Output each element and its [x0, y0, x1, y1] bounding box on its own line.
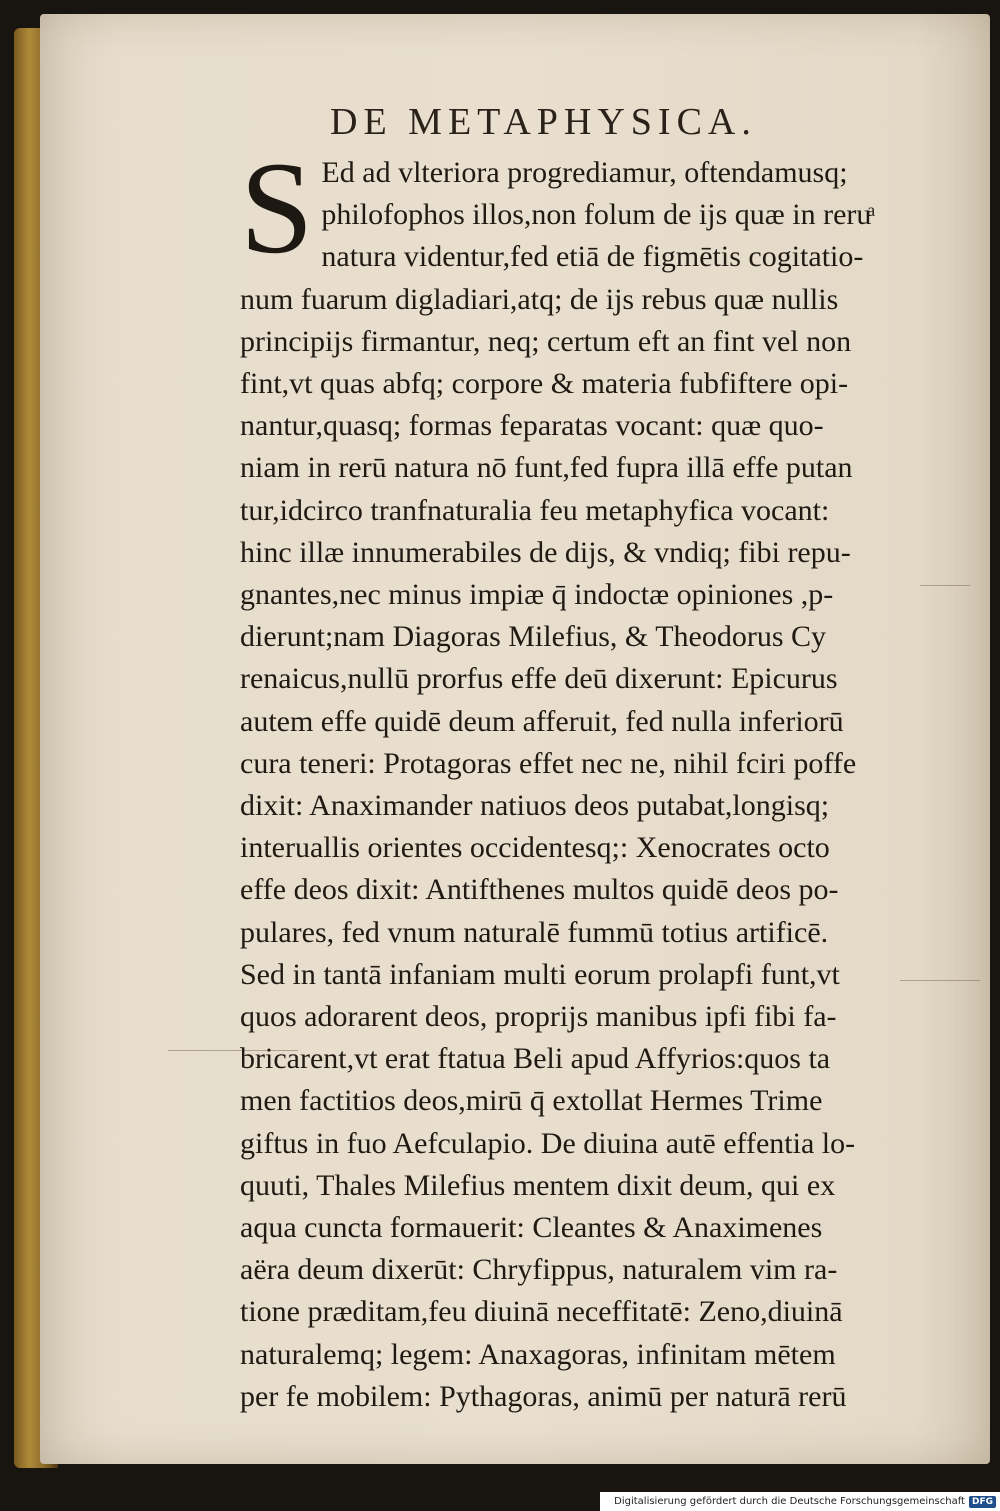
text-line: Ed ad vlteriora progrediamur, oftendamusq;	[321, 156, 848, 189]
text-line: dierunt;nam Diagoras Milefius, & Theodorus Cy	[240, 620, 827, 654]
text-line: bricarent,vt erat ftatua Beli apud Affyrios:quos ta	[240, 1042, 831, 1076]
text-block	[240, 134, 980, 1418]
text-line: nantur,quasq; formas feparatas vocant: quæ quo-	[240, 409, 824, 443]
text-line: giftus in fuo Aefculapio. De diuina autē effentia lo-	[240, 1126, 856, 1160]
text-line: renaicus,nullū prorfus effe deū dixerunt: Epicurus	[240, 662, 838, 696]
text-line: per fe mobilem: Pythagoras, animū per naturā rerū	[240, 1379, 847, 1413]
text-line: tione præditam,feu diuinā neceffitatē: Zeno,diuinā	[240, 1295, 843, 1329]
drop-cap: S	[240, 134, 314, 281]
dfg-logo: DFG	[969, 1496, 996, 1508]
footer-bar	[600, 1492, 1000, 1511]
text-line: cura teneri: Protagoras effet nec ne, nihil fciri poffe	[240, 746, 857, 780]
text-line: Sed in tantā infaniam multi eorum prolapfi funt,vt	[240, 957, 840, 991]
text-line: aëra deum dixerūt: Chryfippus, naturalem vim ra-	[240, 1253, 838, 1287]
text-line: niam in rerū natura nō funt,fed fupra illā effe putan	[240, 451, 853, 485]
text-line: quuti, Thales Milefius mentem dixit deum, qui ex	[240, 1168, 836, 1202]
footer-text: Digitalisierung gefördert durch die Deutsche Forschungsgemeinschaft	[614, 1496, 965, 1507]
text-line: gnantes,nec minus impiæ q̄ indoctæ opiniones ,p-	[240, 578, 834, 612]
text-line: tur,idcirco tranfnaturalia feu metaphyfica vocant:	[240, 493, 830, 527]
text-line: autem effe quidē deum afferuit, fed nulla inferiorū	[240, 704, 844, 738]
text-line: fint,vt quas abfq; corpore & materia fubfiftere opi-	[240, 367, 849, 401]
text-line: interuallis orientes occidentesq;: Xenocrates octo	[240, 831, 830, 865]
text-line: dixit: Anaximander natiuos deos putabat,longisq;	[240, 789, 830, 823]
text-line: hinc illæ innumerabiles de dijs, & vndiq; fibi repu-	[240, 535, 851, 569]
text-line: effe deos dixit: Antifthenes multos quidē deos po-	[240, 873, 839, 907]
text-line: quos adorarent deos, proprijs manibus ipfi fibi fa-	[240, 1000, 837, 1034]
text-line: aqua cuncta formauerit: Cleantes & Anaximenes	[240, 1211, 823, 1245]
text-line: pulares, fed vnum naturalē fummū totius artificē.	[240, 915, 829, 949]
running-head: DE METAPHYSICA.	[330, 101, 757, 143]
text-line: naturalemq; legem: Anaxagoras, infinitam mētem	[240, 1337, 836, 1371]
text-line: num fuarum digladiari,atq; de ijs rebus quæ nullis	[240, 282, 839, 316]
text-line: natura videntur,fed etiā de figmētis cogitatio-	[321, 240, 864, 274]
text-line: philofophos illos,non folum de ijs quæ in reruͣ	[321, 198, 872, 232]
text-line: principijs firmantur, neq; certum eft an fint vel non	[240, 324, 852, 358]
text-line: men factitios deos,mirū q̄ extollat Hermes Trime	[240, 1084, 823, 1118]
